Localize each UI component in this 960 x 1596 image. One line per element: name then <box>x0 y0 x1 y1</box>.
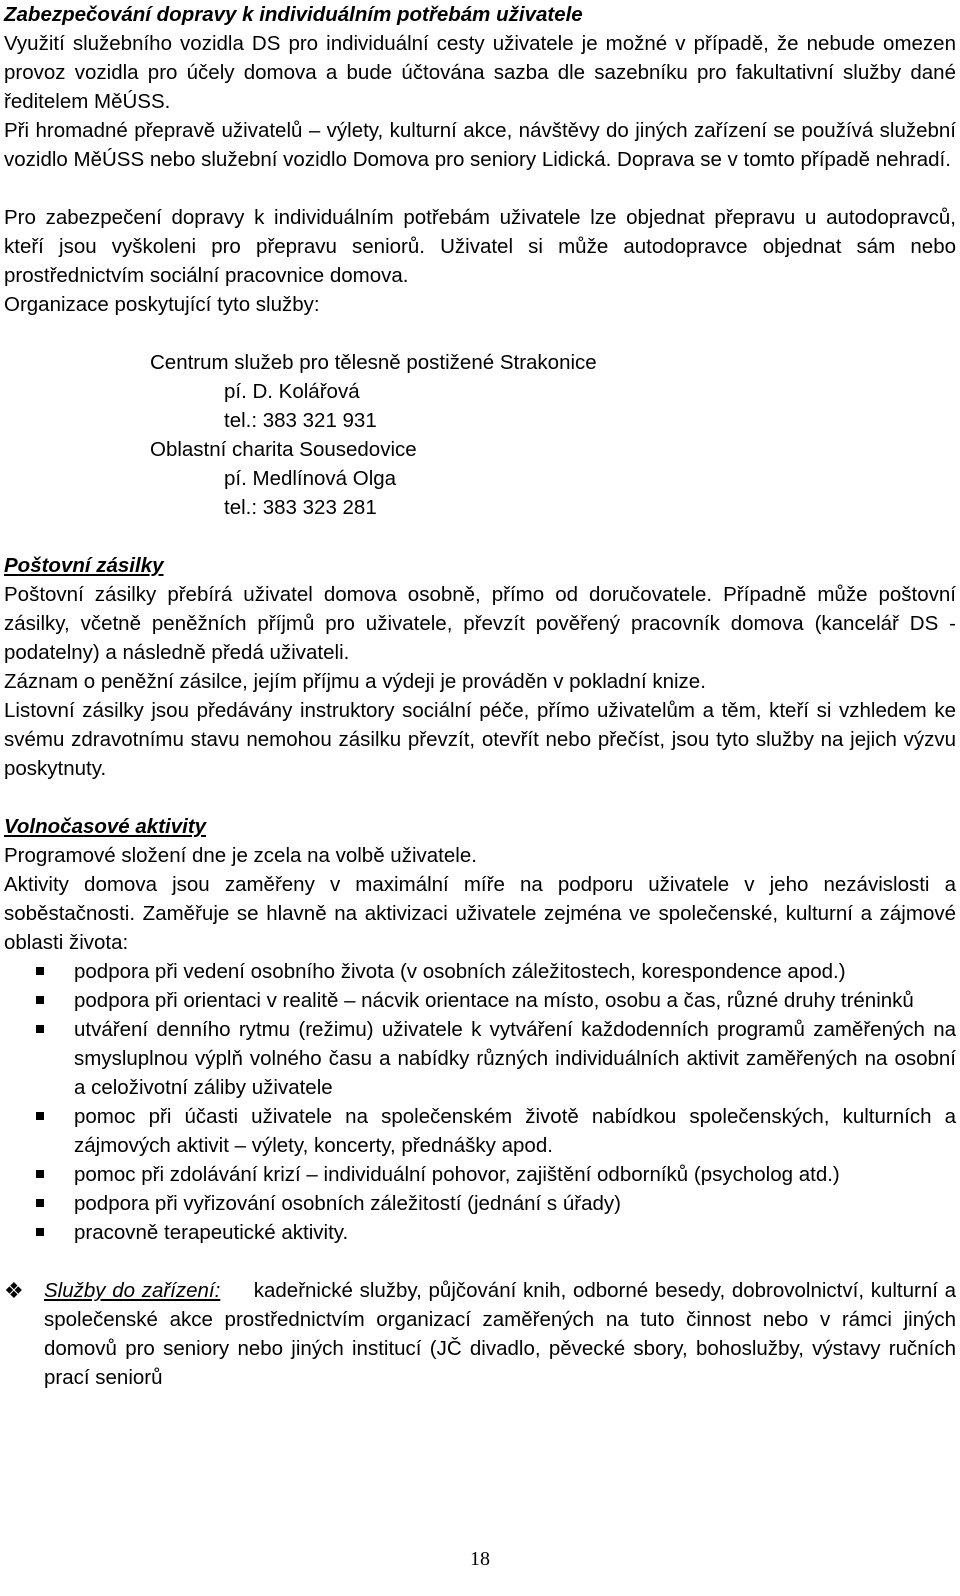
organization-name: Centrum služeb pro tělesně postižené Strakonice <box>150 351 597 374</box>
paragraph: Programové složení dne je zcela na volbě uživatele. <box>4 844 477 867</box>
section-heading-leisure: Volnočasové aktivity <box>4 815 207 838</box>
square-bullet-icon <box>36 996 44 1004</box>
list-item: podpora při vedení osobního života (v osobních záležitostech, korespondence apod.) <box>4 957 956 986</box>
paragraph: Aktivity domova jsou zaměřeny v maximální míře na podporu uživatele v jeho nezávislosti a soběstačnosti. Zaměřuje se hlavně na aktivizaci uživatele zejména ve společenské, kulturní a zájmové oblasti života: <box>4 873 956 954</box>
page-number: 18 <box>470 1548 490 1570</box>
paragraph: Při hromadné přepravě uživatelů – výlety, kulturní akce, návštěvy do jiných zařízení se používá služební vozidlo MěÚSS nebo služební vozidlo Domova pro seniory Lidická. Doprava se v tomto případě nehradí. <box>4 119 956 171</box>
list-item: utváření denního rytmu (režimu) uživatele k vytváření každodenních programů zaměřených na smysluplnou výplň volného času a nabídky různých individuálních aktivit zaměřených na osobní a celoživotní záliby uživatele <box>4 1015 956 1102</box>
services-text: kadeřnické služby, půjčování knih, odborné besedy, dobrovolnictví, kulturní a společenské akce prostřednictvím organizací zaměřených na tuto činnost nebo v rámci jiných domovů pro seniory nebo jiných institucí (JČ divadlo, pěvecké sbory, bohoslužby, výstavy ručních prací seniorů <box>44 1279 957 1389</box>
paragraph: Pro zabezpečení dopravy k individuálním potřebám uživatele lze objednat přepravu u autodopravců, kteří jsou vyškoleni pro přepravu seniorů. Uživatel si může autodopravce objednat sám nebo prostřednictvím sociální pracovnice domova. <box>4 206 956 287</box>
document-page <box>4 0 956 1392</box>
list-item: pracovně terapeutické aktivity. <box>4 1218 956 1247</box>
paragraph: Poštovní zásilky přebírá uživatel domova osobně, přímo od doručovatele. Případně může poštovní zásilky, včetně peněžních příjmů pro uživatele, převzít pověřený pracovník domova (kancelář DS - podatelny) a následně předá uživateli. <box>4 583 956 664</box>
paragraph: Využití služebního vozidla DS pro individuální cesty uživatele je možné v případě, že nebude omezen provoz vozidla pro účely domova a bude účtována sazba dle sazebníku pro fakultativní služby dané ředitelem MěÚSS. <box>4 32 956 113</box>
organization-phone: tel.: 383 321 931 <box>224 409 377 432</box>
organization-list <box>4 348 956 522</box>
section-heading-mail: Poštovní zásilky <box>4 554 164 577</box>
square-bullet-icon <box>36 967 44 975</box>
list-item: podpora při vyřizování osobních záležitostí (jednání s úřady) <box>4 1189 956 1218</box>
diamond-bullet-icon: ❖ <box>4 1278 24 1303</box>
paragraph: Záznam o peněžní zásilce, jejím příjmu a výdeji je prováděn v pokladní knize. <box>4 670 706 693</box>
organization-phone: tel.: 383 323 281 <box>224 496 377 519</box>
list-item: podpora při orientaci v realitě – nácvik orientace na místo, osobu a čas, různé druhy tréninků <box>4 986 956 1015</box>
square-bullet-icon <box>36 1199 44 1207</box>
services-label: Služby do zařízení: <box>44 1279 221 1302</box>
paragraph: Listovní zásilky jsou předávány instruktory sociální péče, přímo uživatelům a těm, kteří si vzhledem ke svému zdravotnímu stavu nemohou zásilku převzít, otevřít nebo přečíst, jsou tyto služby na jejich výzvu poskytnuty. <box>4 699 956 780</box>
activity-list <box>4 957 956 1247</box>
square-bullet-icon <box>36 1228 44 1236</box>
square-bullet-icon <box>36 1112 44 1120</box>
list-item: pomoc při zdolávání krizí – individuální pohovor, zajištění odborníků (psycholog atd.) <box>4 1160 956 1189</box>
square-bullet-icon <box>36 1170 44 1178</box>
paragraph: Organizace poskytující tyto služby: <box>4 293 320 316</box>
organization-contact: pí. D. Kolářová <box>224 380 360 403</box>
square-bullet-icon <box>36 1025 44 1033</box>
organization-name: Oblastní charita Sousedovice <box>150 438 417 461</box>
services-item <box>4 1276 956 1392</box>
section-heading-transport: Zabezpečování dopravy k individuálním potřebám uživatele <box>4 3 583 26</box>
list-item: pomoc při účasti uživatele na společenském životě nabídkou společenských, kulturních a zájmových aktivit – výlety, koncerty, přednášky apod. <box>4 1102 956 1160</box>
organization-contact: pí. Medlínová Olga <box>224 467 397 490</box>
